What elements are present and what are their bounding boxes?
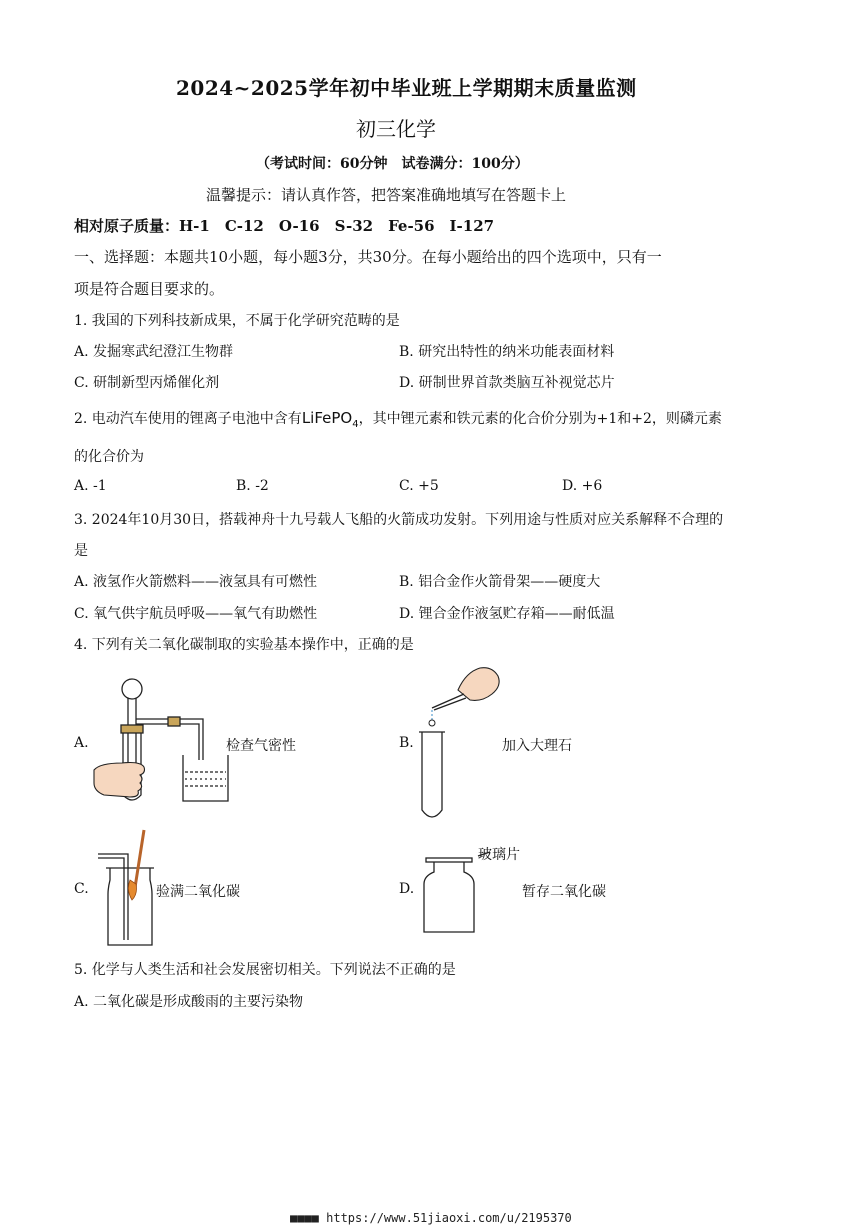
exam-info: （考试时间：60分钟 试卷满分：100分） bbox=[256, 156, 529, 172]
question-5-option-a: A. 二氧化碳是形成酸雨的主要污染物 bbox=[74, 994, 304, 1010]
diagram-d-store-co2 bbox=[420, 854, 480, 934]
question-2-stem-pre: 2. 电动汽车使用的锂离子电池中含有 bbox=[74, 411, 302, 427]
formula-subscript: 4 bbox=[352, 419, 359, 430]
question-1-option-a: A. 发掘寒武纪澄江生物群 bbox=[74, 344, 234, 360]
tweezers-hand-icon bbox=[458, 668, 499, 701]
hand-icon bbox=[94, 763, 145, 798]
question-2-stem bbox=[74, 408, 722, 430]
section-heading-line2: 项是符合题目要求的。 bbox=[74, 280, 225, 298]
question-4-option-c-letter: C. bbox=[74, 881, 89, 897]
diagram-b-add-marble bbox=[418, 660, 513, 825]
question-1-option-b: B. 研究出特性的纳米功能表面材料 bbox=[399, 344, 615, 360]
question-4-option-a-label: 检查气密性 bbox=[226, 738, 296, 754]
question-3-option-d: D. 锂合金作液氢贮存箱——耐低温 bbox=[399, 606, 615, 622]
question-3-option-c: C. 氧气供宇航员呼吸——氧气有助燃性 bbox=[74, 606, 318, 622]
diagram-c-co2-full-check bbox=[96, 828, 156, 948]
question-4-option-b-label: 加入大理石 bbox=[502, 738, 572, 754]
question-1-stem: 1. 我国的下列科技新成果，不属于化学研究范畴的是 bbox=[74, 313, 400, 329]
question-3-stem: 3. 2024年10月30日，搭载神舟十九号载人飞船的火箭成功发射。下列用途与性质对应关系解释不合理的 bbox=[74, 512, 724, 528]
question-2-stem-post: ，其中锂元素和铁元素的化合价分别为+1和+2，则磷元素 bbox=[358, 411, 722, 427]
question-4-option-d-label: 暂存二氧化碳 bbox=[522, 884, 606, 900]
formula bbox=[301, 409, 359, 430]
question-2-stem-line2: 的化合价为 bbox=[74, 449, 144, 465]
atomic-mass: 相对原子质量：H-1 C-12 O-16 S-32 Fe-56 I-127 bbox=[74, 217, 495, 235]
question-1-option-c: C. 研制新型丙烯催化剂 bbox=[74, 375, 220, 391]
page-title: 2024~2025学年初中毕业班上学期期末质量监测 bbox=[176, 76, 637, 100]
question-3-option-a: A. 液氢作火箭燃料——液氢具有可燃性 bbox=[74, 574, 318, 590]
question-1-option-d: D. 研制世界首款类脑互补视觉芯片 bbox=[399, 375, 615, 391]
footer-watermark: ■■■■ https://www.51jiaoxi.com/u/2195370 bbox=[290, 1211, 572, 1225]
question-4-option-a-letter: A. bbox=[74, 735, 89, 751]
question-3-option-b: B. 铝合金作火箭骨架——硬度大 bbox=[399, 574, 601, 590]
formula-main: LiFePO bbox=[301, 409, 353, 427]
page-subtitle: 初三化学 bbox=[356, 117, 436, 141]
section-heading-line1: 一、选择题：本题共10小题，每小题3分，共30分。在每小题给出的四个选项中，只有一 bbox=[74, 248, 662, 266]
glass-plate-callout: 玻璃片 bbox=[478, 847, 520, 863]
question-2-option-d: D. +6 bbox=[562, 478, 603, 494]
diagram-a-airtightness-check bbox=[90, 675, 235, 805]
question-2-option-c: C. +5 bbox=[399, 478, 439, 494]
question-4-stem: 4. 下列有关二氧化碳制取的实验基本操作中，正确的是 bbox=[74, 637, 414, 653]
question-4-option-b-letter: B. bbox=[399, 735, 414, 751]
question-5-stem: 5. 化学与人类生活和社会发展密切相关。下列说法不正确的是 bbox=[74, 962, 456, 978]
question-4-option-d-letter: D. bbox=[399, 881, 415, 897]
tip-text: 温馨提示：请认真作答，把答案准确地填写在答题卡上 bbox=[206, 186, 567, 204]
question-2-option-b: B. -2 bbox=[236, 478, 269, 494]
question-4-option-c-label: 验满二氧化碳 bbox=[156, 884, 240, 900]
question-2-option-a: A. -1 bbox=[74, 478, 107, 494]
question-3-stem-line2: 是 bbox=[74, 543, 88, 559]
